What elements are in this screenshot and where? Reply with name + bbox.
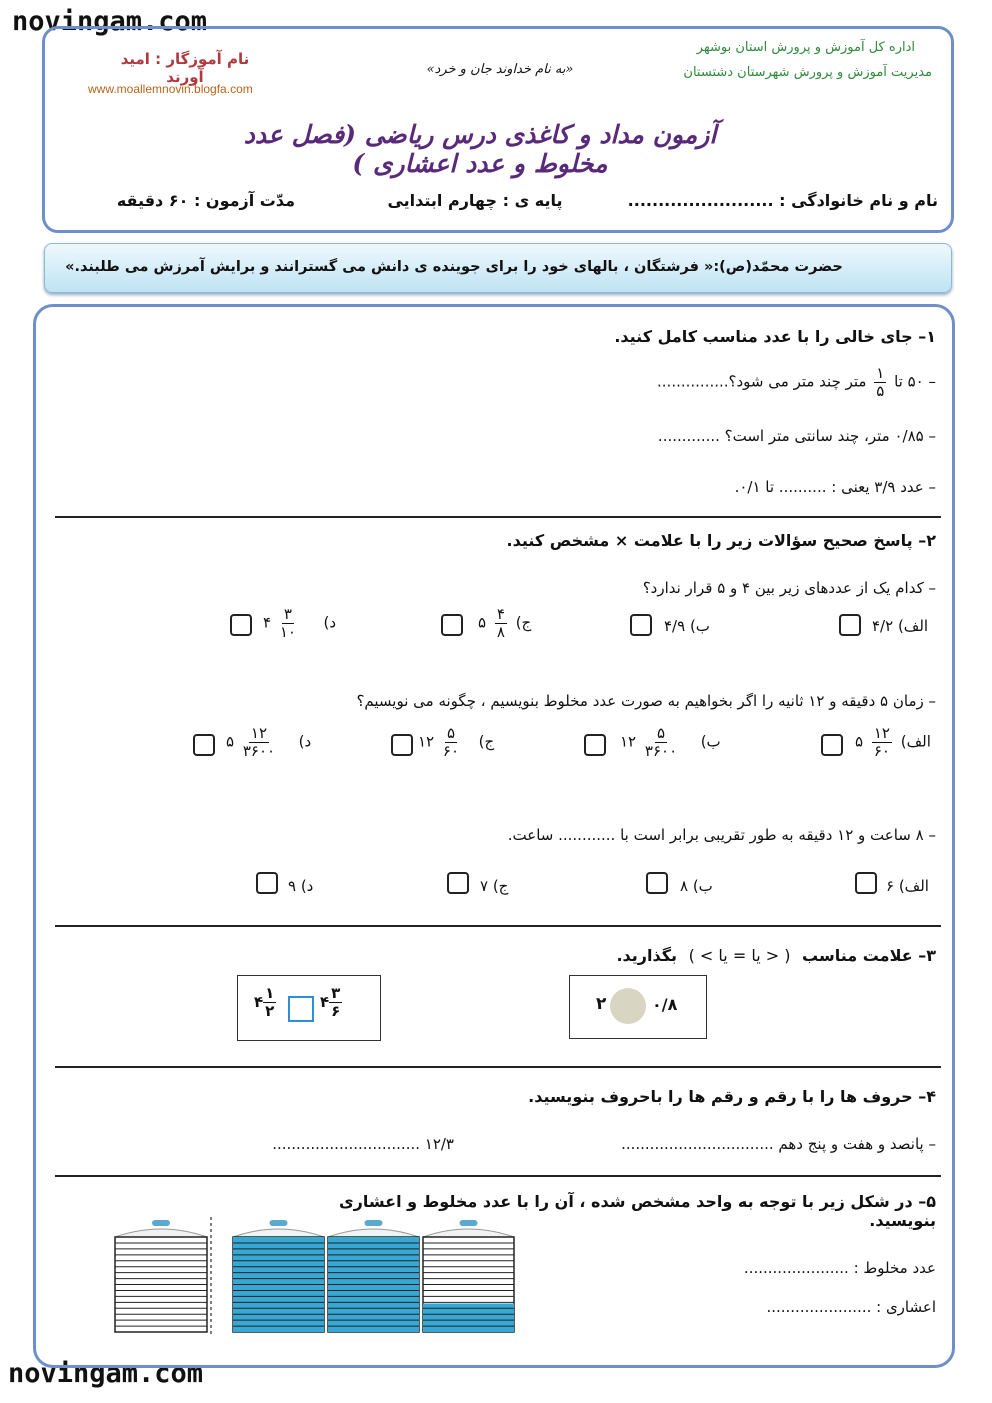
divider-1 <box>55 516 941 518</box>
q2-s1-option-a: الف) ۴/۲ <box>872 617 929 635</box>
office-province: اداره کل آموزش و پرورش استان بوشهر <box>696 40 915 55</box>
tank-cap <box>233 1229 324 1237</box>
q3-box2-d2: ۲ <box>265 1001 275 1020</box>
tank-valve <box>270 1220 288 1226</box>
tank-cap <box>115 1229 207 1237</box>
q2-s1-d-whole: ۴ <box>263 613 272 632</box>
q2-s2-option-a <box>855 725 931 759</box>
q2-s1-c-label: ج) <box>515 613 532 632</box>
tank-valve <box>460 1220 478 1226</box>
q3-box2-d1: ۶ <box>331 1001 341 1020</box>
hadith-quote: حضرت محمّد(ص):« فرشتگان ، بالهای خود را برای جوینده ی دانش می گسترانند و برایش آمرزش می طلبند.» <box>65 259 843 275</box>
q1-fraction-num: ۱ <box>876 364 885 382</box>
q2-s1-option-b: ب) ۴/۹ <box>664 617 710 635</box>
q2-s1-d-label: د) <box>323 613 337 632</box>
q1-fraction <box>874 365 886 399</box>
q2-s2-option-b <box>620 725 721 759</box>
exam-title: آزمون مداد و کاغذی درس ریاضی (فصل عدد مخلوط و عدد اعشاری ) <box>243 120 717 178</box>
q2-s2-a-whole: ۵ <box>855 732 864 751</box>
q3-box2-n1: ۳ <box>331 984 341 1002</box>
q1-line1-pre: – ۵۰ تا <box>894 372 936 391</box>
q5-mixed-field[interactable]: عدد مخلوط : ...................... <box>743 1259 936 1277</box>
q5-decimal-field[interactable]: اعشاری : ...................... <box>766 1298 936 1316</box>
q1-fraction-den: ۵ <box>876 381 885 400</box>
tanks-figure <box>110 1215 520 1340</box>
q2-s1-c-den: ۸ <box>496 622 505 641</box>
q2-s3-question: – ۸ ساعت و ۱۲ دقیقه به طور تقریبی برابر است با ............ ساعت. <box>507 826 936 844</box>
q2-s2-b-fraction <box>645 725 677 759</box>
q2-s2-c-den: ۶۰ <box>442 741 460 760</box>
q2-s2-a-den: ۶۰ <box>873 741 890 760</box>
tank-2 <box>328 1220 419 1332</box>
q2-s1-d-den: ۱۰ <box>279 622 296 641</box>
duration-label: مدّت آزمون : ۶۰ دقیقه <box>116 191 295 210</box>
q2-s1-checkbox-b[interactable] <box>630 614 652 636</box>
q2-s2-d-fraction <box>243 725 275 759</box>
q2-s3-option-b: ب) ۸ <box>680 877 713 895</box>
q2-s2-a-fraction <box>872 725 892 759</box>
q2-s2-b-whole: ۱۲ <box>620 732 637 751</box>
q2-s2-a-label: الف) <box>900 732 931 751</box>
q1-line1-post: متر چند متر می شود؟............... <box>657 372 867 391</box>
q1-title: ۱– جای خالی را با عدد مناسب کامل کنید. <box>614 327 936 346</box>
q4-title: ۴– حروف ها را با رقم و رقم ها را باحروف بنویسید. <box>528 1087 936 1106</box>
q2-s2-c-fraction <box>443 725 459 759</box>
q2-s2-checkbox-b[interactable] <box>584 734 606 756</box>
divider-3 <box>55 1066 941 1068</box>
q3-box2-frac1 <box>329 985 342 1019</box>
q1-line2[interactable]: – ۰/۸۵ متر، چند سانتی متر است؟ ............. <box>657 427 936 445</box>
q3-compare-circle[interactable] <box>610 988 646 1024</box>
q2-s1-c-num: ۴ <box>496 605 505 623</box>
q3-box2-mixed-left <box>320 985 342 1019</box>
tank-cap <box>328 1229 419 1237</box>
q3-box2-frac2 <box>263 985 276 1019</box>
office-city: مدیریت آموزش و پرورش شهرستان دشتستان <box>683 65 932 80</box>
tank-valve <box>365 1220 383 1226</box>
student-name-field[interactable]: نام و نام خانوادگی : ........................ <box>627 191 938 210</box>
basmala: «به نام خداوند جان و خرد» <box>426 62 574 77</box>
q2-s3-checkbox-b[interactable] <box>646 872 668 894</box>
q2-s2-checkbox-a[interactable] <box>821 734 843 756</box>
tank-cap <box>423 1229 514 1237</box>
q5-title: ۵– در شکل زیر با توجه به واحد مشخص شده ، آن را با عدد مخلوط و اعشاری بنویسید. <box>339 1192 936 1230</box>
teacher-name: نام آموزگار : امید آورند <box>120 50 250 86</box>
q3-box2-n2: ۱ <box>265 984 275 1002</box>
q4-right-item[interactable]: ۱۲/۳ ............................... <box>272 1135 454 1153</box>
q2-s2-b-num: ۵ <box>657 724 666 742</box>
q4-left-item[interactable]: – پانصد و هفت و پنج دهم ................................ <box>621 1135 936 1153</box>
q2-s2-question: – زمان ۵ دقیقه و ۱۲ ثانیه را اگر بخواهیم به صورت عدد مخلوط بنویسیم ، چگونه می نویسیم؟ <box>356 692 936 710</box>
watermark-top: novingam.com <box>12 6 208 37</box>
q2-s1-d-fraction <box>280 606 296 640</box>
q3-box1-left: ۰/۸ <box>652 995 678 1014</box>
q2-s1-c-whole: ۵ <box>478 613 487 632</box>
q2-s1-d-num: ۳ <box>283 605 292 623</box>
unit-tank <box>115 1220 207 1332</box>
q2-s2-d-num: ۱۲ <box>250 724 268 742</box>
grade-label: پایه ی : چهارم ابتدایی <box>387 191 563 210</box>
tank-valve <box>152 1220 170 1226</box>
q2-s3-option-d: د) ۹ <box>288 877 314 895</box>
divider-4 <box>55 1175 941 1177</box>
q2-s1-checkbox-c[interactable] <box>441 614 463 636</box>
tank-1 <box>233 1220 324 1332</box>
q2-s2-b-label: ب) <box>700 732 721 751</box>
q3-compare-square[interactable] <box>288 996 314 1022</box>
q2-s2-d-whole: ۵ <box>226 732 235 751</box>
q2-s2-option-d <box>226 725 311 759</box>
q1-line3[interactable]: – عدد ۳/۹ یعنی : .......... تا ۰/۱. <box>734 478 936 496</box>
q2-s2-b-den: ۳۶۰۰ <box>644 741 678 760</box>
q2-s2-c-num: ۵ <box>446 724 455 742</box>
q3-signs: ( < یا = یا > ) <box>688 946 791 965</box>
q1-line1 <box>500 365 936 399</box>
q2-s2-a-num: ۱۲ <box>873 724 890 742</box>
q2-s1-checkbox-d[interactable] <box>230 614 252 636</box>
q2-s3-checkbox-a[interactable] <box>855 872 877 894</box>
q2-s2-c-label: ج) <box>478 732 495 751</box>
q2-s2-d-label: د) <box>298 732 312 751</box>
q2-s2-option-c <box>418 725 494 759</box>
q2-s3-checkbox-c[interactable] <box>447 872 469 894</box>
q2-title: ۲– پاسخ صحیح سؤالات زیر را با علامت × مشخص کنید. <box>506 531 936 550</box>
q3-box2-mixed-right <box>254 985 276 1019</box>
q2-s1-checkbox-a[interactable] <box>839 614 861 636</box>
q2-s2-checkbox-c[interactable] <box>391 734 413 756</box>
q2-s3-checkbox-d[interactable] <box>256 872 278 894</box>
q2-s1-c-fraction <box>495 606 507 640</box>
q2-s3-option-a: الف) ۶ <box>886 877 929 895</box>
blog-url: www.moallemnovin.blogfa.com <box>88 82 253 96</box>
q3-box2-w1: ۴ <box>320 993 330 1011</box>
q2-s2-d-den: ۳۶۰۰ <box>242 741 276 760</box>
q2-s1-question: – کدام یک از عددهای زیر بین ۴ و ۵ قرار ندارد؟ <box>642 579 936 597</box>
q3-title <box>600 946 936 965</box>
divider-2 <box>55 925 941 927</box>
watermark-bottom: novingam.com <box>8 1358 204 1389</box>
q2-s2-c-whole: ۱۲ <box>418 732 435 751</box>
q3-title-start: ۳– علامت مناسب <box>802 946 936 965</box>
tank-3 <box>423 1220 514 1332</box>
q2-s2-checkbox-d[interactable] <box>193 734 215 756</box>
q3-box2-w2: ۴ <box>254 993 264 1011</box>
q2-s3-option-c: ج) ۷ <box>480 877 509 895</box>
q3-title-end: بگذارید. <box>616 946 678 965</box>
q3-box1-right: ۲ <box>596 994 607 1014</box>
q2-s1-option-c <box>478 606 531 640</box>
q2-s1-option-d <box>263 606 336 640</box>
